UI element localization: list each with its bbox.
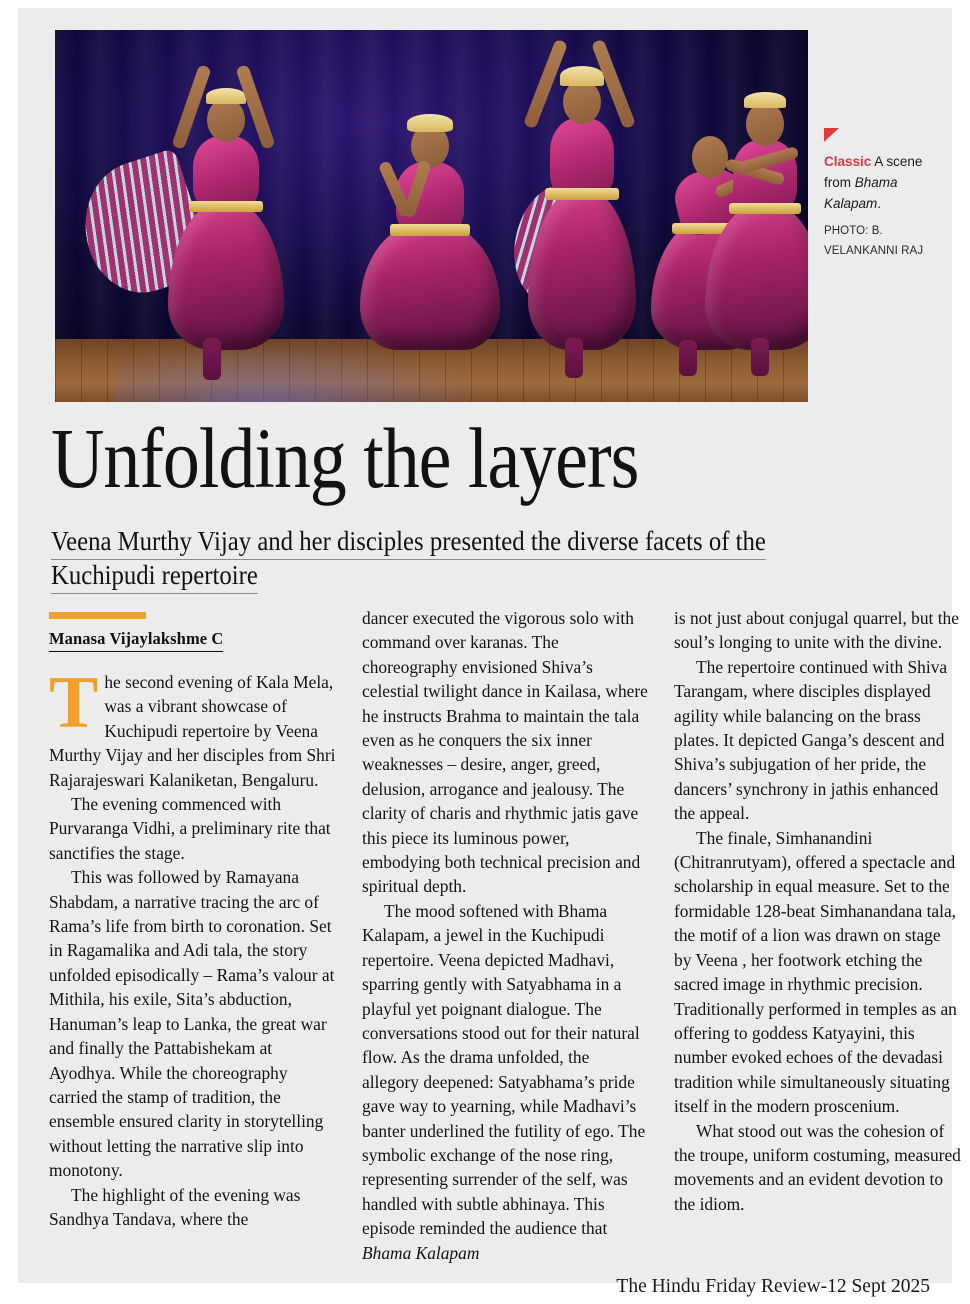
- dancer-figure: [355, 100, 505, 350]
- caption-triangle-icon: [824, 128, 839, 142]
- dancer-torso: [193, 136, 259, 210]
- paragraph: This was followed by Ramayana Shabdam, a narrative tracing the arc of Rama’s life from birth to coronation. Set in Ragamalika and Adi tala, the story unfolded episodically – Rama’s valour at Mithila, his exile, Sita’s abduction, Hanuman’s leap to Lanka, the great war and finally the Pattabishekam at Ayodhya. While the choreography carried the stamp of tradition, the ensemble ensured clarity in storytelling without letting the narrative slip into monotony.: [49, 867, 335, 1181]
- dancer-crown: [744, 92, 786, 108]
- page-title: Unfolding the layers: [51, 410, 639, 506]
- article-sheet: [18, 8, 961, 1297]
- dancer-head: [563, 80, 601, 124]
- caption-body-after: .: [877, 196, 882, 211]
- dancer-skirt: [360, 222, 500, 350]
- dancer-crown: [407, 114, 453, 132]
- article-photo: [55, 30, 808, 402]
- paragraph: dancer executed the vigorous solo with command over karanas. The choreography envisioned Shiva’s celestial twilight dance in Kailasa, where he instructs Brahma to maintain the tala even as he conquers the six inner weaknesses – desire, anger, greed, delusion, arrogance and jealousy. The clarity of charis and rhythmic jatis gave this piece its luminous power, embodying both technical precision and spiritual depth.: [362, 608, 648, 897]
- dancer-skirt: [705, 202, 808, 350]
- paragraph: [49, 662, 337, 792]
- dancer-crown: [206, 88, 246, 104]
- dancer-figure: [695, 84, 808, 350]
- byline-rule: [49, 612, 146, 619]
- paragraph-text: he second evening of Kala Mela, was a vibrant showcase of Kuchipudi repertoire by Veena Murthy Vijay and her disciples from Shri Rajarajeswari Kalaniketan, Bengaluru.: [49, 672, 336, 790]
- article-column-1: [49, 662, 337, 1231]
- caption-italic-title: Bhama Kalapam: [824, 175, 898, 211]
- paragraph: The repertoire continued with Shiva Tarangam, where disciples displayed agility while balancing on the brass plates. It depicted Ganga’s descent and Shiva’s subjugation of her pride, the dancers’ synchrony in jathis enhanced the appeal.: [674, 656, 948, 824]
- dancer-leg: [203, 338, 221, 380]
- article-column-3: [674, 606, 962, 1216]
- caption-body-before: A scene from: [824, 154, 923, 190]
- publication-footer: The Hindu Friday Review-12 Sept 2025: [616, 1276, 930, 1297]
- dancer-torso: [550, 118, 614, 198]
- paragraph: What stood out was the cohesion of the troupe, uniform costuming, measured movements and an evident devotion to the idiom.: [674, 1120, 961, 1214]
- photo-caption: [824, 128, 948, 261]
- article-column-2: [362, 606, 650, 1265]
- dancer-leg: [565, 338, 583, 378]
- paragraph-text: The mood softened with Bhama Kalapam, a jewel in the Kuchipudi repertoire. Veena depicted Madhavi, sparring gently with Satyabhama in a playful yet poignant dialogue. The conversations stood out for their natural flow. As the drama unfolded, the allegory deepened: Satyabhama’s pride gave way to yearning, while Madhavi’s banter underlined the futility of ego. The symbolic exchange of the nose ring, representing surrender of the self, was handled with subtle abhinaya. This episode reminded the audience that: [362, 900, 646, 1239]
- paragraph: The highlight of the evening was Sandhya Tandava, where the: [49, 1184, 301, 1229]
- dancer-belt: [189, 201, 263, 212]
- photo-credit: PHOTO: B. VELANKANNI RAJ: [824, 225, 924, 257]
- dancer-figure: [151, 50, 301, 350]
- paragraph: The finale, Simhanandini (Chitranrutyam), offered a spectacle and scholarship in equal measure. Set to the formidable 128-beat Simhanandana tala, the motif of a lion was drawn on stage by Veena , her footwork etching the sacred image in rhythmic precision. Traditionally performed in temples as an offering to goddess Katyayini, this number evoked echoes of the devadasi tradition while simultaneously situating itself in the modern proscenium.: [674, 827, 957, 1117]
- byline-author: Manasa Vijaylakshme C: [49, 629, 223, 652]
- dancer-arm: [171, 64, 211, 150]
- dancer-leg: [751, 338, 769, 376]
- dancer-head: [746, 102, 784, 146]
- subhead-text: Veena Murthy Vijay and her disciples presented the diverse facets of the Kuchipudi repertoire: [51, 525, 766, 594]
- paragraph: is not just about conjugal quarrel, but the soul’s longing to unite with the divine.: [674, 608, 959, 653]
- dancer-belt: [729, 203, 801, 214]
- paragraph: The evening commenced with Purvaranga Vidhi, a preliminary rite that sanctifies the stage.: [49, 794, 331, 863]
- caption-text: [824, 151, 948, 214]
- paragraph: [362, 899, 650, 1265]
- dancer-belt: [545, 188, 619, 200]
- article-subhead: [51, 524, 843, 592]
- dancer-head: [207, 98, 245, 142]
- caption-kicker: Classic: [824, 154, 872, 169]
- dancer-belt: [390, 224, 470, 236]
- drop-cap: T: [49, 662, 99, 744]
- dancer-crown: [560, 66, 604, 86]
- paragraph-italic-tail: Bhama Kalapam: [362, 1242, 480, 1263]
